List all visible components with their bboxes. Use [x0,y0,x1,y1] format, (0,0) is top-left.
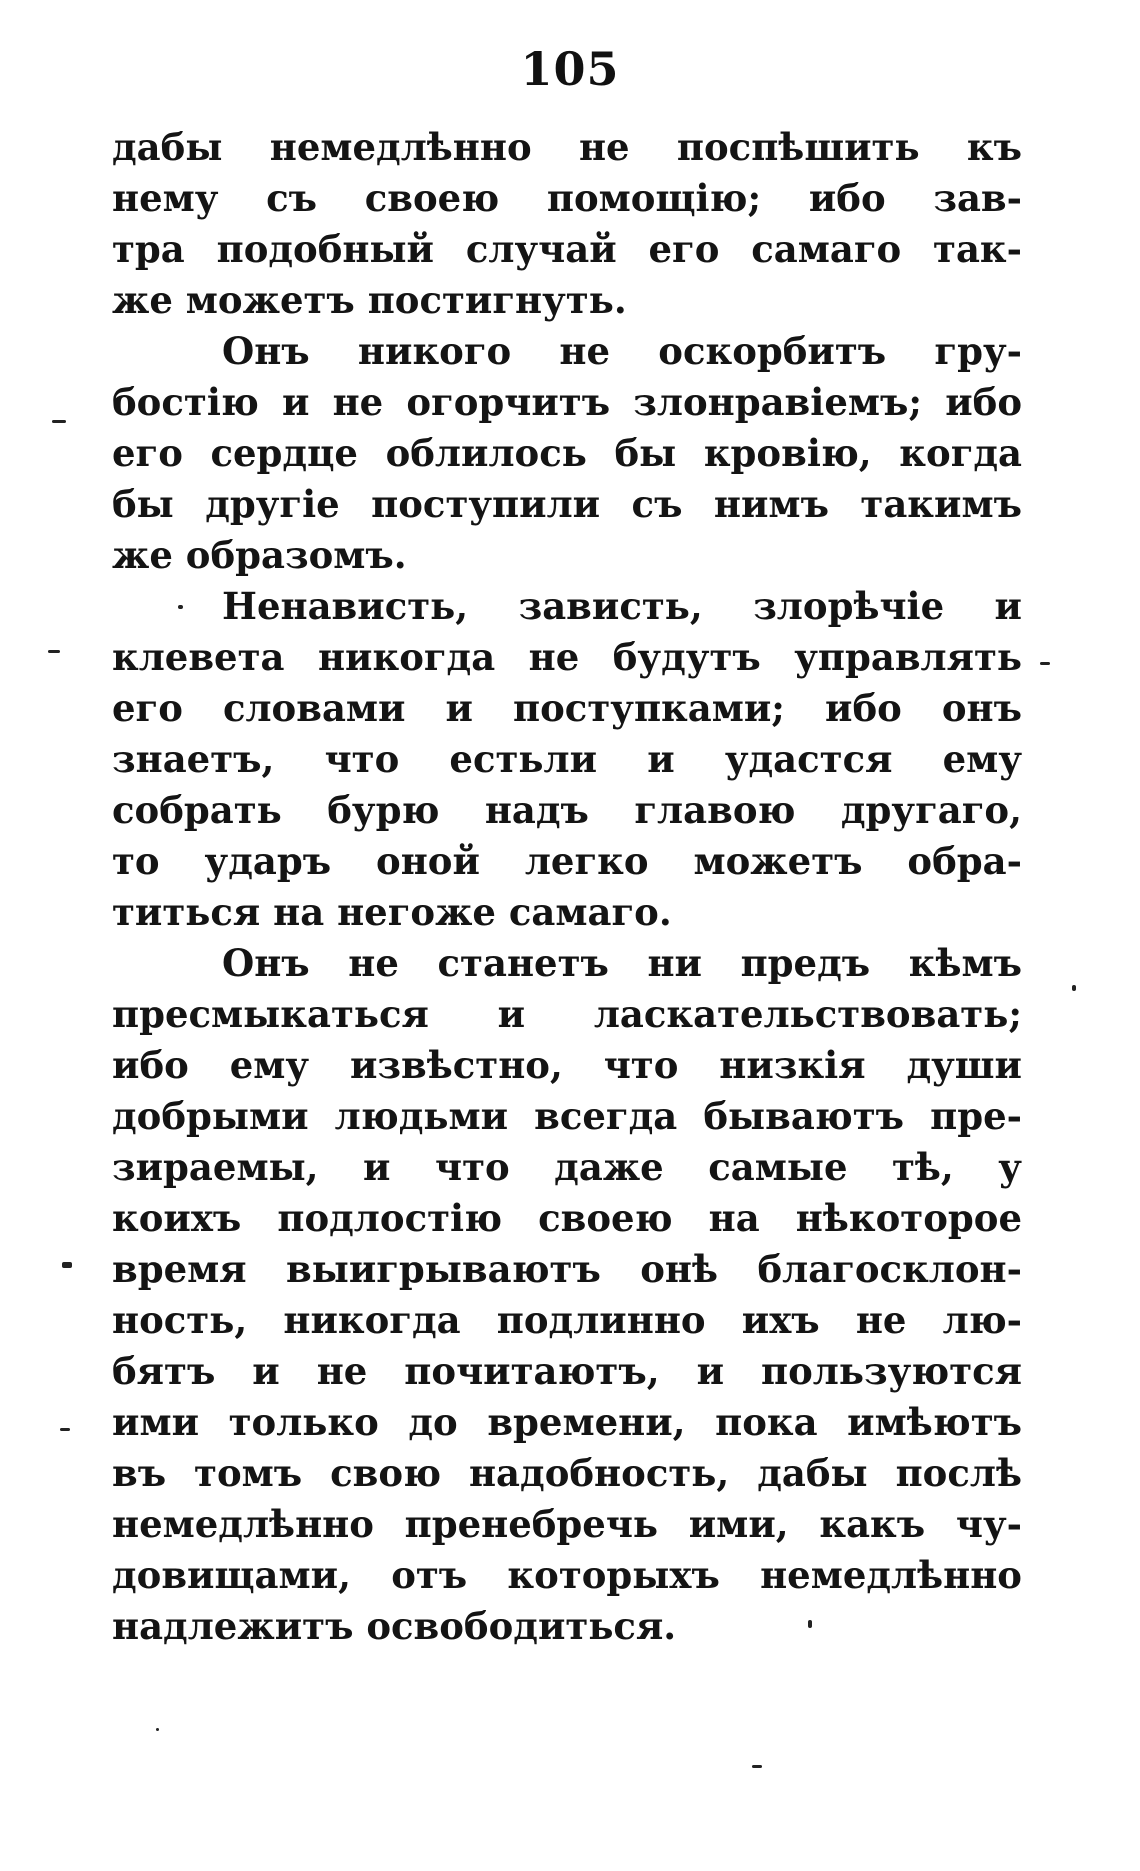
text-line: Онъ не станетъ ни предъ кѣмъ [222,941,1022,985]
text-line: бостію и не огорчитъ злонравіемъ; ибо [112,380,1022,424]
text-line: знаетъ, что естьли и удастся ему [112,737,1022,781]
text-line: клевета никогда не будутъ управлять [112,635,1022,679]
scan-speck [1040,662,1050,665]
text-line: то ударъ оной легко можетъ обра- [112,839,1022,883]
scan-speck [156,1728,159,1731]
paragraph-2 [112,326,1022,581]
text-line: коихъ подлостію своею на нѣкоторое [112,1196,1022,1240]
text-line: надлежитъ освободиться. [112,1604,677,1648]
text-line: ность, никогда подлинно ихъ не лю- [112,1298,1022,1342]
text-line: добрыми людьми всегда бываютъ пре- [112,1094,1022,1138]
paragraph-3 [112,581,1022,938]
scan-speck [1072,985,1076,991]
body-text [112,122,1022,1652]
text-line: ибо ему извѣстно, что низкія души [112,1043,1022,1087]
paragraph-4 [112,938,1022,1652]
text-line: же можетъ постигнуть. [112,278,627,322]
text-line: тра подобный случай его самаго так- [112,227,1022,271]
text-line: дабы немедлѣнно не поспѣшить къ [112,125,1022,169]
text-line: его сердце облилось бы кровію, когда [112,431,1022,475]
scan-speck [808,1620,812,1628]
text-line: нему съ своею помощію; ибо зав- [112,176,1022,220]
text-line: бятъ и не почитаютъ, и пользуются [112,1349,1022,1393]
text-line: его словами и поступками; ибо онъ [112,686,1022,730]
text-line: ими только до времени, пока имѣютъ [112,1400,1022,1444]
text-line: зираемы, и что даже самые тѣ, у [112,1145,1022,1189]
text-line: же образомъ. [112,533,407,577]
text-line: время выигрываютъ онѣ благосклон- [112,1247,1022,1291]
text-line: довищами, отъ которыхъ немедлѣнно [112,1553,1022,1597]
text-line: пресмыкаться и ласкательствовать; [112,992,1022,1036]
text-line: немедлѣнно пренебречь ими, какъ чу- [112,1502,1022,1546]
text-line: титься на негоже самаго. [112,890,672,934]
text-line: бы другіе поступили съ нимъ такимъ [112,482,1022,526]
text-line: собрать бурю надъ главою другаго, [112,788,1022,832]
text-line: въ томъ свою надобность, дабы послѣ [112,1451,1022,1495]
paragraph-1 [112,122,1022,326]
text-line: Онъ никого не оскорбитъ гру- [222,329,1022,373]
scan-speck [48,650,60,653]
page-number: 105 [520,42,620,96]
scan-speck [60,1428,70,1431]
text-line: Ненависть, зависть, злорѣчіе и [222,584,1022,628]
scan-speck [752,1765,762,1768]
scan-speck [178,605,183,609]
scan-speck [52,420,66,423]
scan-speck [62,1262,72,1268]
